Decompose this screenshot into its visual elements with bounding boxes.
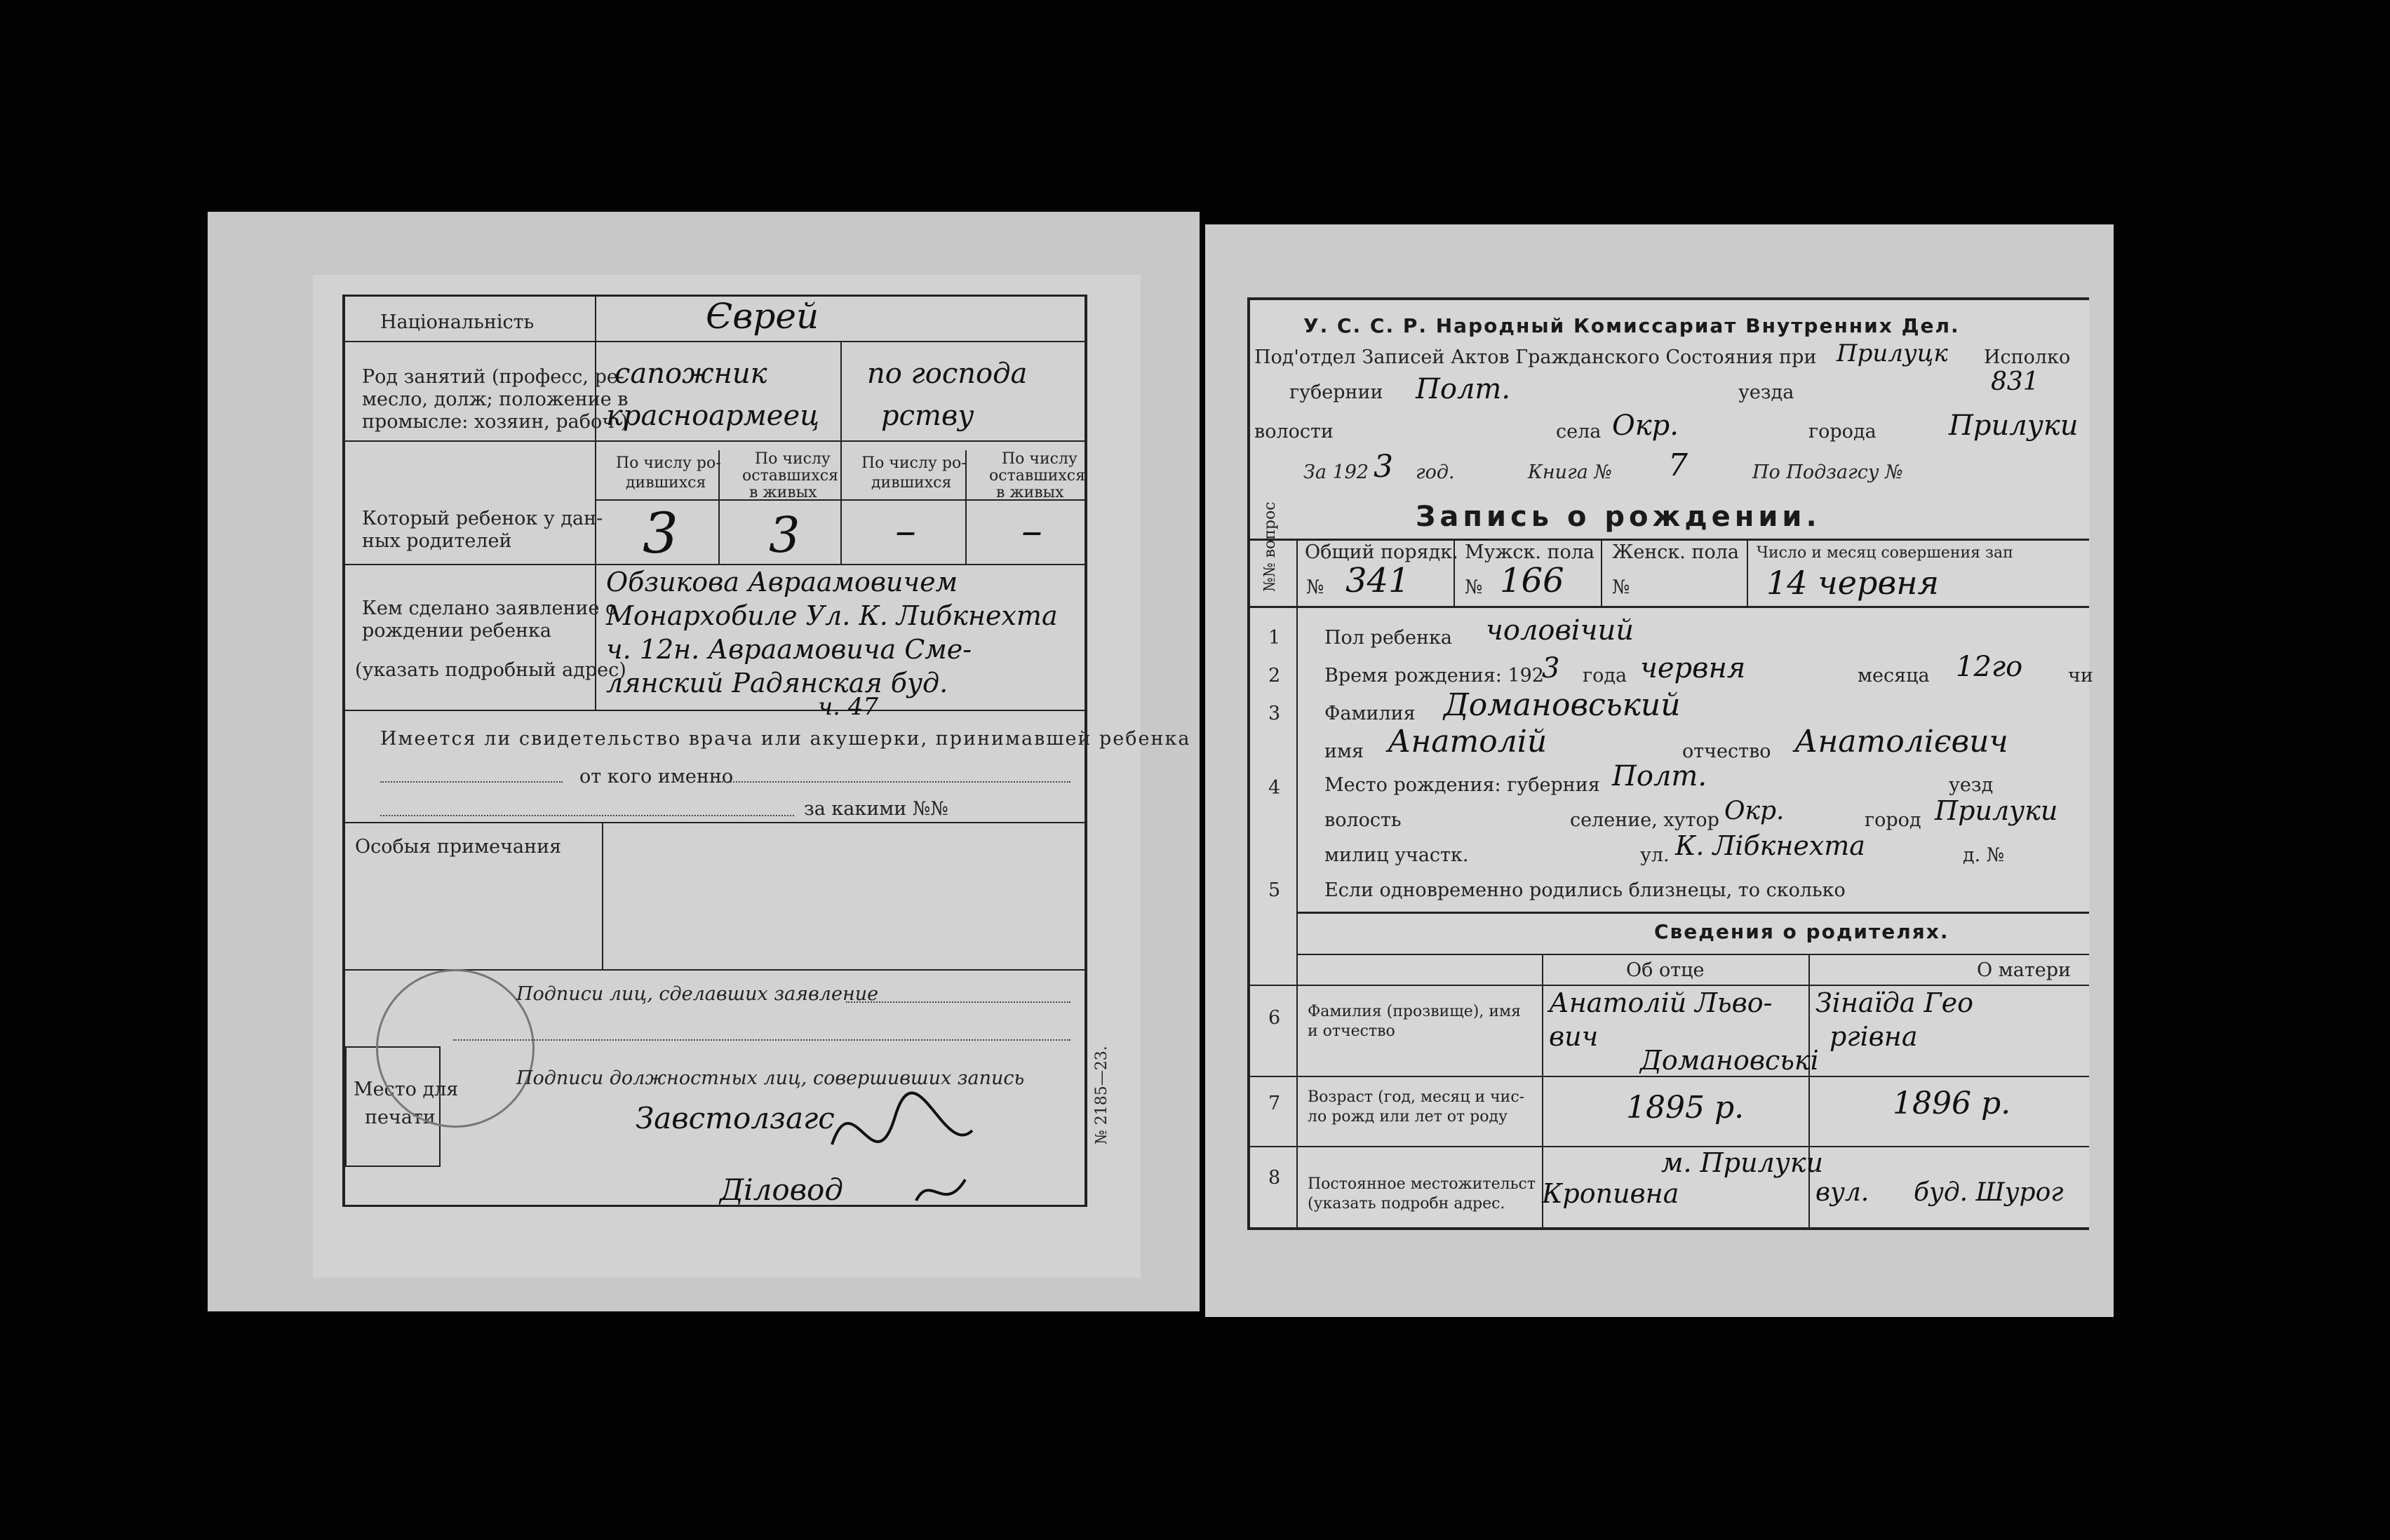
signature-strokes <box>313 275 1141 1278</box>
volost-label: волости <box>1254 421 1334 443</box>
q-name-value: Анатолій <box>1388 724 1548 759</box>
doctor-question: за какими №№ <box>804 798 948 820</box>
nationality-value: Єврей <box>706 296 819 337</box>
father-name: вич <box>1549 1021 1599 1052</box>
right-form: У. С. С. Р. Народный Комиссариат Внутренних Дел. Под'отдел Записей Актов Гражданского Состояния при Прилуцк Исполко губернии Полт. уезда 831 волости села Окр. города Прилуки За 192 3 год. Книга № 7 По Подзагсу № Запись о рождении. №№ вопрос Общий порядк. Мужск. пола Женск. пола Число и месяц совершения зап № № № 341 166 14 червня 1 Пол ребенка чоловічий 2 Время рождения: 192 3 года червня месяца 12го чи 3 Фамилия Домановський имя Анатолій отчество Анатолієвич 4 Место рождения: губерния Полт. уезд волость селение, хутор Окр. город Прилуки милиц участк. ул. К. Лібкнехта д. № 5 Если одновременно родились близнецы, то сколько Сведения о родителях. Об отце О матери 6 Фамилия (прозвище), имя и отчество Анатолій Льво- вич Зінаїда Гео ргівна Домановські 7 Возраст (год, месяц и чис- ло рожд или лет от роду 1895 р. 1896 р. 8 Постоянное местожительст (указать подробн адрес. м. Прилуки Кропивна вул. буд. Шурог <box>1247 297 2089 1230</box>
child-label: ных родителей <box>362 530 512 552</box>
row-line <box>1247 985 2089 986</box>
col-alive-header: оставшихся <box>989 467 1085 485</box>
selenie-label: селение, хутор <box>1570 809 1719 831</box>
header-line: Под'отдел Записей Актов Гражданского Состояния при <box>1254 346 1817 368</box>
left-page <box>208 212 1200 1311</box>
street-value: К. Лібкнехта <box>1675 830 1865 861</box>
dom-label: д. № <box>1963 844 2005 866</box>
row-number: 3 <box>1268 703 1281 724</box>
uezd-value: 831 <box>1991 367 2039 396</box>
gorod-value: Прилуки <box>1949 410 2079 442</box>
col-general-header: Общий порядк. <box>1305 541 1458 563</box>
residence: буд. Шурог <box>1914 1178 2064 1207</box>
parents-surname: Домановські <box>1640 1045 1819 1076</box>
col-alive-header: По числу <box>755 450 831 468</box>
col-female-header: Женск. пола <box>1612 541 1739 563</box>
q-birth-month: червня <box>1640 652 1746 684</box>
otchestvo-label: отчество <box>1682 741 1771 762</box>
header-handwritten: Прилуцк <box>1837 339 1948 367</box>
year-value: 3 <box>1374 449 1393 485</box>
row-number: 4 <box>1268 777 1281 799</box>
declarant-label: Кем сделано заявление о <box>362 597 617 619</box>
selo-value: Окр. <box>1612 410 1679 442</box>
header-title: У. С. С. Р. Народный Комиссариат Внутренних Дел. <box>1303 314 1960 337</box>
col-alive-header: оставшихся <box>742 467 838 485</box>
declarant-line: ч. 47 <box>818 693 879 721</box>
residence: Кропивна <box>1542 1178 1679 1209</box>
imya-label: имя <box>1324 741 1364 762</box>
doctor-question: от кого именно <box>579 766 734 788</box>
header-line: Исполко <box>1984 346 2071 368</box>
q-birthplace-gub: Полт. <box>1612 760 1707 792</box>
q-birth-time: Время рождения: 192 <box>1324 665 1544 687</box>
q-patronymic-value: Анатолієвич <box>1794 724 2008 759</box>
q-birthplace: Место рождения: губерния <box>1324 774 1600 796</box>
left-form <box>313 275 1191 1278</box>
residence: м. Прилуки <box>1661 1147 1824 1178</box>
col-line <box>1296 539 1298 1230</box>
about-mother: О матери <box>1977 959 2072 981</box>
uezd-label-2: уезд <box>1949 774 1994 796</box>
row-number: 5 <box>1268 879 1281 901</box>
frame-left <box>1247 297 1250 1230</box>
seal-place-label: Место для <box>354 1079 459 1100</box>
declarant-line: Обзикова Авраамовичем <box>606 567 958 597</box>
printer-mark: № 2185—23. <box>1093 1046 1110 1144</box>
row-number: 2 <box>1268 665 1281 687</box>
col-born-header: По числу ро- <box>861 454 967 472</box>
col-date-header: Число и месяц совершения зап <box>1757 544 2013 562</box>
declarant-label: (указать подробный адрес) <box>355 659 626 681</box>
occupation-label: Род занятий (професс, ре- <box>362 366 624 388</box>
child-label: Который ребенок у дан- <box>362 508 603 529</box>
mesyaca-label: месяца <box>1858 665 1930 687</box>
child-alive-value: – <box>1021 506 1042 555</box>
god-label: год. <box>1416 461 1455 483</box>
row-number: 8 <box>1268 1167 1281 1189</box>
col-alive-header: По числу <box>1002 450 1077 468</box>
declarant-line: лянский Радянская буд. <box>606 668 948 698</box>
q-sex-value: чоловічий <box>1486 614 1634 647</box>
gorod-label-2: город <box>1865 809 1921 831</box>
general-number: 341 <box>1345 561 1410 600</box>
podzagsu-label: По Подзагсу № <box>1752 461 1903 483</box>
gorod-label: города <box>1808 421 1877 443</box>
gub-value: Полт. <box>1416 373 1511 405</box>
occupation-label: месло, долж; положение в <box>362 389 629 410</box>
occupation-value: рству <box>881 400 974 432</box>
col-male-header: Мужск. пола <box>1465 541 1595 563</box>
q7-label: Возраст (год, месяц и чис- <box>1308 1088 1525 1106</box>
parents-title: Сведения о родителях. <box>1654 920 1949 943</box>
row-line <box>1247 1076 2089 1077</box>
col-line <box>1808 954 1810 1230</box>
occupation-value: сапожник <box>615 358 767 390</box>
book-label: Книга № <box>1528 461 1612 483</box>
col-alive-header: в живых <box>749 484 817 501</box>
q6-label: и отчество <box>1308 1022 1395 1040</box>
volost-label-2: волость <box>1324 809 1402 831</box>
uezd-label: уезда <box>1738 381 1794 403</box>
q-twins: Если одновременно родились близнецы, то сколько <box>1324 879 1846 901</box>
col-born-header: По числу ро- <box>616 454 721 472</box>
mother-name: ргівна <box>1830 1021 1918 1052</box>
child-born-value: 3 <box>643 501 678 566</box>
child-born-value: – <box>895 506 916 555</box>
officials-signatures-label: Подписи должностных лиц, совершивших запись <box>516 1067 1025 1089</box>
mother-age: 1896 р. <box>1893 1086 2011 1121</box>
declarant-line: Монархобиле Ул. К. Либкнехта <box>606 600 1058 631</box>
notes-label: Особыя примечания <box>355 836 562 858</box>
row-number: 7 <box>1268 1093 1281 1114</box>
q-birth-day: 12го <box>1956 651 2023 683</box>
chisla-label: чи <box>2068 665 2093 687</box>
q-surname: Фамилия <box>1324 703 1416 724</box>
occupation-value: по господа <box>867 358 1028 390</box>
about-father: Об отце <box>1626 959 1705 981</box>
declarant-label: рождении ребенка <box>362 620 552 642</box>
milic-label: милиц участк. <box>1324 844 1469 866</box>
gub-label: губернии <box>1289 381 1383 403</box>
doctor-question: Имеется ли свидетельство врача или акушерки, принимавшей ребенка <box>380 728 1191 750</box>
gorod-value-2: Прилуки <box>1935 795 2058 826</box>
row-line <box>1247 606 2089 608</box>
record-date: 14 червня <box>1766 564 1939 602</box>
col-alive-header: в живых <box>996 484 1064 501</box>
nn-vopros-header: №№ вопрос <box>1261 501 1279 592</box>
frame-bottom <box>1247 1227 2089 1230</box>
record-title: Запись о рождении. <box>1416 501 1821 533</box>
q-surname-value: Домановський <box>1444 687 1681 723</box>
male-number: 166 <box>1500 561 1564 600</box>
book-value: 7 <box>1668 447 1688 483</box>
row-number: 1 <box>1268 627 1281 649</box>
declarant-line: ч. 12н. Авраамовича Сме- <box>606 634 972 665</box>
mother-name: Зінаїда Гео <box>1815 987 1974 1018</box>
q8-label: Постоянное местожительст <box>1308 1175 1536 1193</box>
declarants-signatures-label: Подписи лиц, сделавших заявление <box>516 983 879 1005</box>
selenie-value: Окр. <box>1724 797 1785 825</box>
right-page <box>1205 224 2114 1317</box>
nationality-label: Національність <box>380 311 535 333</box>
residence: вул. <box>1815 1178 1869 1207</box>
row-line <box>1247 539 2089 541</box>
q8-label: (указать подробн адрес. <box>1308 1195 1505 1213</box>
child-alive-value: 3 <box>769 506 800 564</box>
row-line <box>1296 912 2089 914</box>
year-label: За 192 <box>1303 461 1369 483</box>
frame-top <box>1247 297 2089 300</box>
father-name: Анатолій Льво- <box>1549 987 1773 1018</box>
col-line <box>1747 539 1748 606</box>
col-line <box>1601 539 1602 606</box>
col-born-header: дившихся <box>871 474 952 492</box>
goda-label: года <box>1583 665 1627 687</box>
seal-place-label: печати <box>365 1107 436 1128</box>
q6-label: Фамилия (прозвище), имя <box>1308 1003 1521 1020</box>
father-age: 1895 р. <box>1626 1090 1745 1126</box>
ul-label: ул. <box>1640 844 1670 866</box>
q7-label: ло рожд или лет от роду <box>1308 1108 1508 1126</box>
q-birth-year: 3 <box>1542 652 1560 684</box>
occupation-value: красноармеец <box>606 400 820 432</box>
occupation-label: промысле: хозяин, рабоч ) <box>362 411 629 433</box>
row-line <box>1296 954 2089 955</box>
row-number: 6 <box>1268 1007 1281 1029</box>
q-sex: Пол ребенка <box>1324 627 1452 649</box>
col-born-header: дившихся <box>626 474 706 492</box>
selo-label: села <box>1556 421 1602 443</box>
official-signature: Діловод <box>720 1173 843 1207</box>
official-signature: Завстолзагс <box>636 1101 835 1135</box>
